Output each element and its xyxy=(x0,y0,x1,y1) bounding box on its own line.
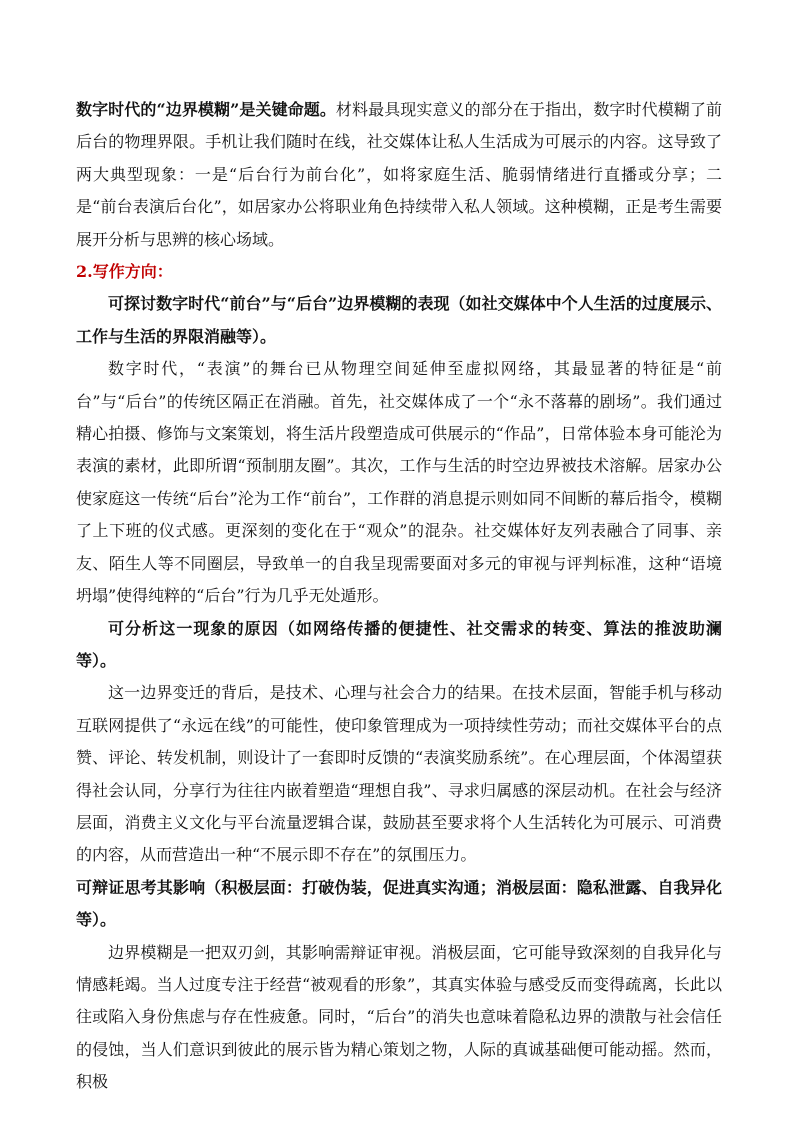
paragraph-boundary-blur xyxy=(76,94,722,256)
section-heading-writing-direction: 2.写作方向： xyxy=(76,262,173,282)
key-proposition: 数字时代的“边界模糊”是关键命题。 xyxy=(76,100,336,119)
direction-2: 可分析这一现象的原因（如网络传播的便捷性、社交需求的转变、算法的推波助澜等）。 xyxy=(76,618,722,670)
document-page xyxy=(76,94,722,1099)
direction-3: 可辩证思考其影响（积极层面：打破伪装，促进真实沟通；消极层面：隐私泄露、自我异化等）。 xyxy=(76,877,722,930)
paragraph-impact: 边界模糊是一把双刃剑，其影响需辩证审视。消极层面，它可能导致深刻的自我异化与情感耗竭。当人过度专注于经营“被观看的形象”，其真实体验与感受反而变得疏离，长此以往或陷入身份焦虑与存在性疲惫。同时，“后台”的消失也意味着隐私边界的溃散与社会信任的侵蚀，当人们意识到彼此的展示皆为精心策划之物，人际的真诚基础便可能动摇。然而，积极 xyxy=(76,942,722,1092)
paragraph-causes: 这一边界变迁的背后，是技术、心理与社会合力的结果。在技术层面，智能手机与移动互联网提供了“永远在线”的可能性，使印象管理成为一项持续性劳动；而社交媒体平台的点赞、评论、转发机制，则设计了一套即时反馈的“表演奖励系统”。在心理层面，个体渴望获得社会认同，分享行为往往内嵌着塑造“理想自我”、寻求归属感的深层动机。在社会与经济层面，消费主义文化与平台流量逻辑合谋，鼓励甚至要求将个人生活转化为可展示、可消费的内容，从而营造出一种“不展示即不存在”的氛围压力。 xyxy=(76,683,722,865)
direction-1: 可探讨数字时代“前台”与“后台”边界模糊的表现（如社交媒体中个人生活的过度展示、工作与生活的界限消融等）。 xyxy=(76,294,722,346)
paragraph-text: 材料最具现实意义的部分在于指出，数字时代模糊了前后台的物理界限。手机让我们随时在线，社交媒体让私人生活成为可展示的内容。这导致了两大典型现象：一是“后台行为前台化”，如将家庭生活、脆弱情绪进行直播或分享；二是“前台表演后台化”，如居家办公将职业角色持续带入私人领域。这种模糊，正是考生需要展开分析与思辨的核心场域。 xyxy=(76,100,722,249)
paragraph-manifestation: 数字时代，“表演”的舞台已从物理空间延伸至虚拟网络，其最显著的特征是“前台”与“后台”的传统区隔正在消融。首先，社交媒体成了一个“永不落幕的剧场”。我们通过精心拍摄、修饰与文案策划，将生活片段塑造成可供展示的“作品”，日常体验本身可能沦为表演的素材，此即所谓“预制朋友圈”。其次，工作与生活的时空边界被技术溶解。居家办公使家庭这一传统“后台”沦为工作“前台”，工作群的消息提示则如同不间断的幕后指令，模糊了上下班的仪式感。更深刻的变化在于“观众”的混杂。社交媒体好友列表融合了同事、亲友、陌生人等不同圈层，导致单一的自我呈现需要面对多元的审视与评判标准，这种“语境坍塌”使得纯粹的“后台”行为几乎无处遁形。 xyxy=(76,359,722,606)
